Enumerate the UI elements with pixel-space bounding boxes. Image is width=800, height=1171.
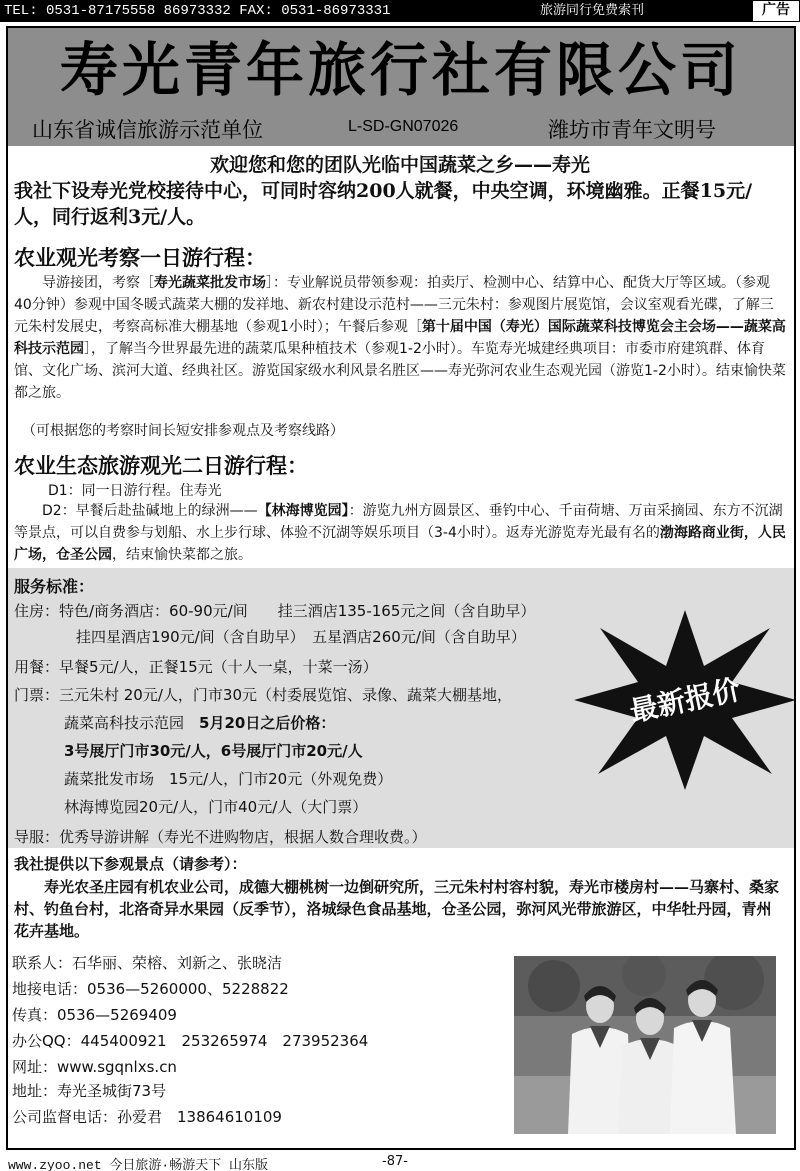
staff-photo-image (514, 956, 776, 1134)
welcome-heading: 欢迎您和您的团队光临中国蔬菜之乡——寿光 (209, 154, 590, 176)
tour2-d2-streets: 渤海路商业街，人民广场，仓圣公园 (14, 525, 786, 563)
tech-park: 蔬菜高科技示范园 (64, 714, 185, 732)
tour2-title: 农业生态旅游观光二日游行程： (14, 454, 308, 478)
youth-title: 潍坊市青年文明号 (548, 118, 716, 142)
starburst-icon (572, 608, 798, 792)
service-tickets: 门票：三元朱村 20元/人，门市30元（村委展览馆、录像、蔬菜大棚基地， (14, 686, 512, 704)
index-label: 旅游同行免费索刊 (540, 3, 645, 18)
price-star (572, 608, 798, 792)
tour2-day1: D1：同一日游行程。住寿光 (48, 483, 222, 499)
contact-people: 联系人：石华丽、荣榕、刘新之、张晓洁 (12, 954, 283, 972)
tour2-d2-a: D2：早餐后赴盐碱地上的绿洲—— (42, 503, 258, 519)
tour1-title: 农业观光考察一日游行程： (14, 246, 266, 270)
top-bar (0, 0, 800, 22)
service-market: 蔬菜批发市场 15元/人，门市20元（外观免费） (64, 770, 393, 788)
service-forest: 林海博览园20元/人，门市40元/人（大门票） (64, 798, 368, 816)
service-meals: 用餐：早餐5元/人，正餐15元（十人一桌，十菜一汤） (14, 658, 378, 676)
price-after-date: 5月20日之后价格： (199, 714, 336, 732)
service-halls: 3号展厅门市30元/人，6号展厅门市20元/人 (64, 742, 363, 760)
service-lodging-2: 挂四星酒店190元/间（含自助早） 五星酒店260元/间（含自助早） (76, 628, 526, 646)
page-number: -87- (382, 1154, 408, 1169)
contact-address: 地址：寿光圣城街73号 (12, 1082, 167, 1100)
tour1-text-b: ］：专业解说员带领参观：拍卖厅、检测中心、结算中心、配货大厅等区域。（参观40分钟）参观中国冬暖式蔬菜大棚的发祥地、新农村建设示范村——三元朱村：参观图片展览馆，会议室观看光碟，了解三元朱村发展史，考察高标准大棚基地（参观1小时）；午餐后参观［ (14, 275, 774, 335)
company-header (8, 28, 794, 146)
contact-web: 网址：www.sgqnlxs.cn (12, 1058, 177, 1076)
tour1-text-c: ］，了解当今世界最先进的蔬菜瓜果种植技术（参观1-2小时）。车览寿光城建经典项目：市委市府建筑群、体育馆、文化广场、滨河大道、经典社区。游览国家级水利风景名胜区——寿光弥河农业生态观光园（游览1-2小时）。结束愉快菜都之旅。 (14, 341, 786, 401)
tour1-note: （可根据您的考察时间长短安排参观点及考察线路） (22, 423, 344, 439)
tour1-market: 寿光蔬菜批发市场 (154, 275, 266, 291)
contact-supervise: 公司监督电话：孙爱君 13864610109 (12, 1108, 282, 1126)
spots-text: 寿光农圣庄园有机农业公司，成德大棚桃树一边倒研究所，三元朱村村容村貌，寿光市楼房村——马寨村、桑家村、钓鱼台村，北洛奇异水果园（反季节），洛城绿色食品基地，仓圣公园，弥河风光带旅游区，中华牡丹园，青州花卉基地。 (14, 878, 780, 940)
contact-phone: 地接电话：0536—5260000、5228822 (12, 980, 289, 998)
service-title: 服务标准： (14, 577, 95, 596)
phone-fax: TEL: 0531-87175558 86973332 FAX: 0531-86973331 (4, 3, 391, 19)
contact-qq: 办公QQ：445400921 253265974 273952364 (12, 1032, 369, 1050)
tour1-text-a: 导游接团，考察［ (42, 275, 154, 291)
staff-photo (514, 956, 776, 1134)
ad-badge: 广告 (752, 0, 800, 22)
contact-fax: 传真：0536—5269409 (12, 1006, 177, 1024)
credit-unit: 山东省诚信旅游示范单位 (32, 118, 263, 142)
service-guide: 导服：优秀导游讲解（寿光不进购物店，根据人数合理收费。） (14, 828, 427, 846)
license-code: L-SD-GN07026 (348, 118, 459, 135)
page-footer (0, 1152, 800, 1171)
star-label: 最新报价 (626, 672, 744, 729)
tour1-expo: 第十届中国（寿光）国际蔬菜科技博览会主会场——蔬菜高科技示范园 (14, 319, 786, 357)
service-lodging: 住房：特色/商务酒店：60-90元/间 挂三酒店135-165元之间（含自助早） (14, 602, 536, 620)
tour2-day2 (14, 500, 786, 566)
footer-site: www.zyoo.net 今日旅游·畅游天下 山东版 (8, 1158, 269, 1171)
tour2-d2-e: ，结束愉快菜都之旅。 (112, 547, 252, 563)
tour1-text (14, 272, 786, 404)
tour2-d2-park: 【林海博览园】 (257, 503, 349, 519)
service-tickets-2 (64, 712, 335, 733)
tour2-d2-c: ：游览九州方圆景区、垂钓中心、千亩荷塘、万亩采摘园、东方不沉湖等景点，可以自费参与划船、水上步行球、体验不沉湖等娱乐项目（3-4小时）。返寿光游览寿光最有名的 (14, 503, 783, 541)
company-title: 寿光青年旅行社有限公司 (59, 36, 742, 104)
spots-title: 我社提供以下参观景点（请参考）： (14, 855, 247, 873)
intro-text: 我社下设寿光党校接待中心，可同时容纳200人就餐，中央空调，环境幽雅。正餐15元/人，同行返利3元/人。 (14, 180, 753, 228)
